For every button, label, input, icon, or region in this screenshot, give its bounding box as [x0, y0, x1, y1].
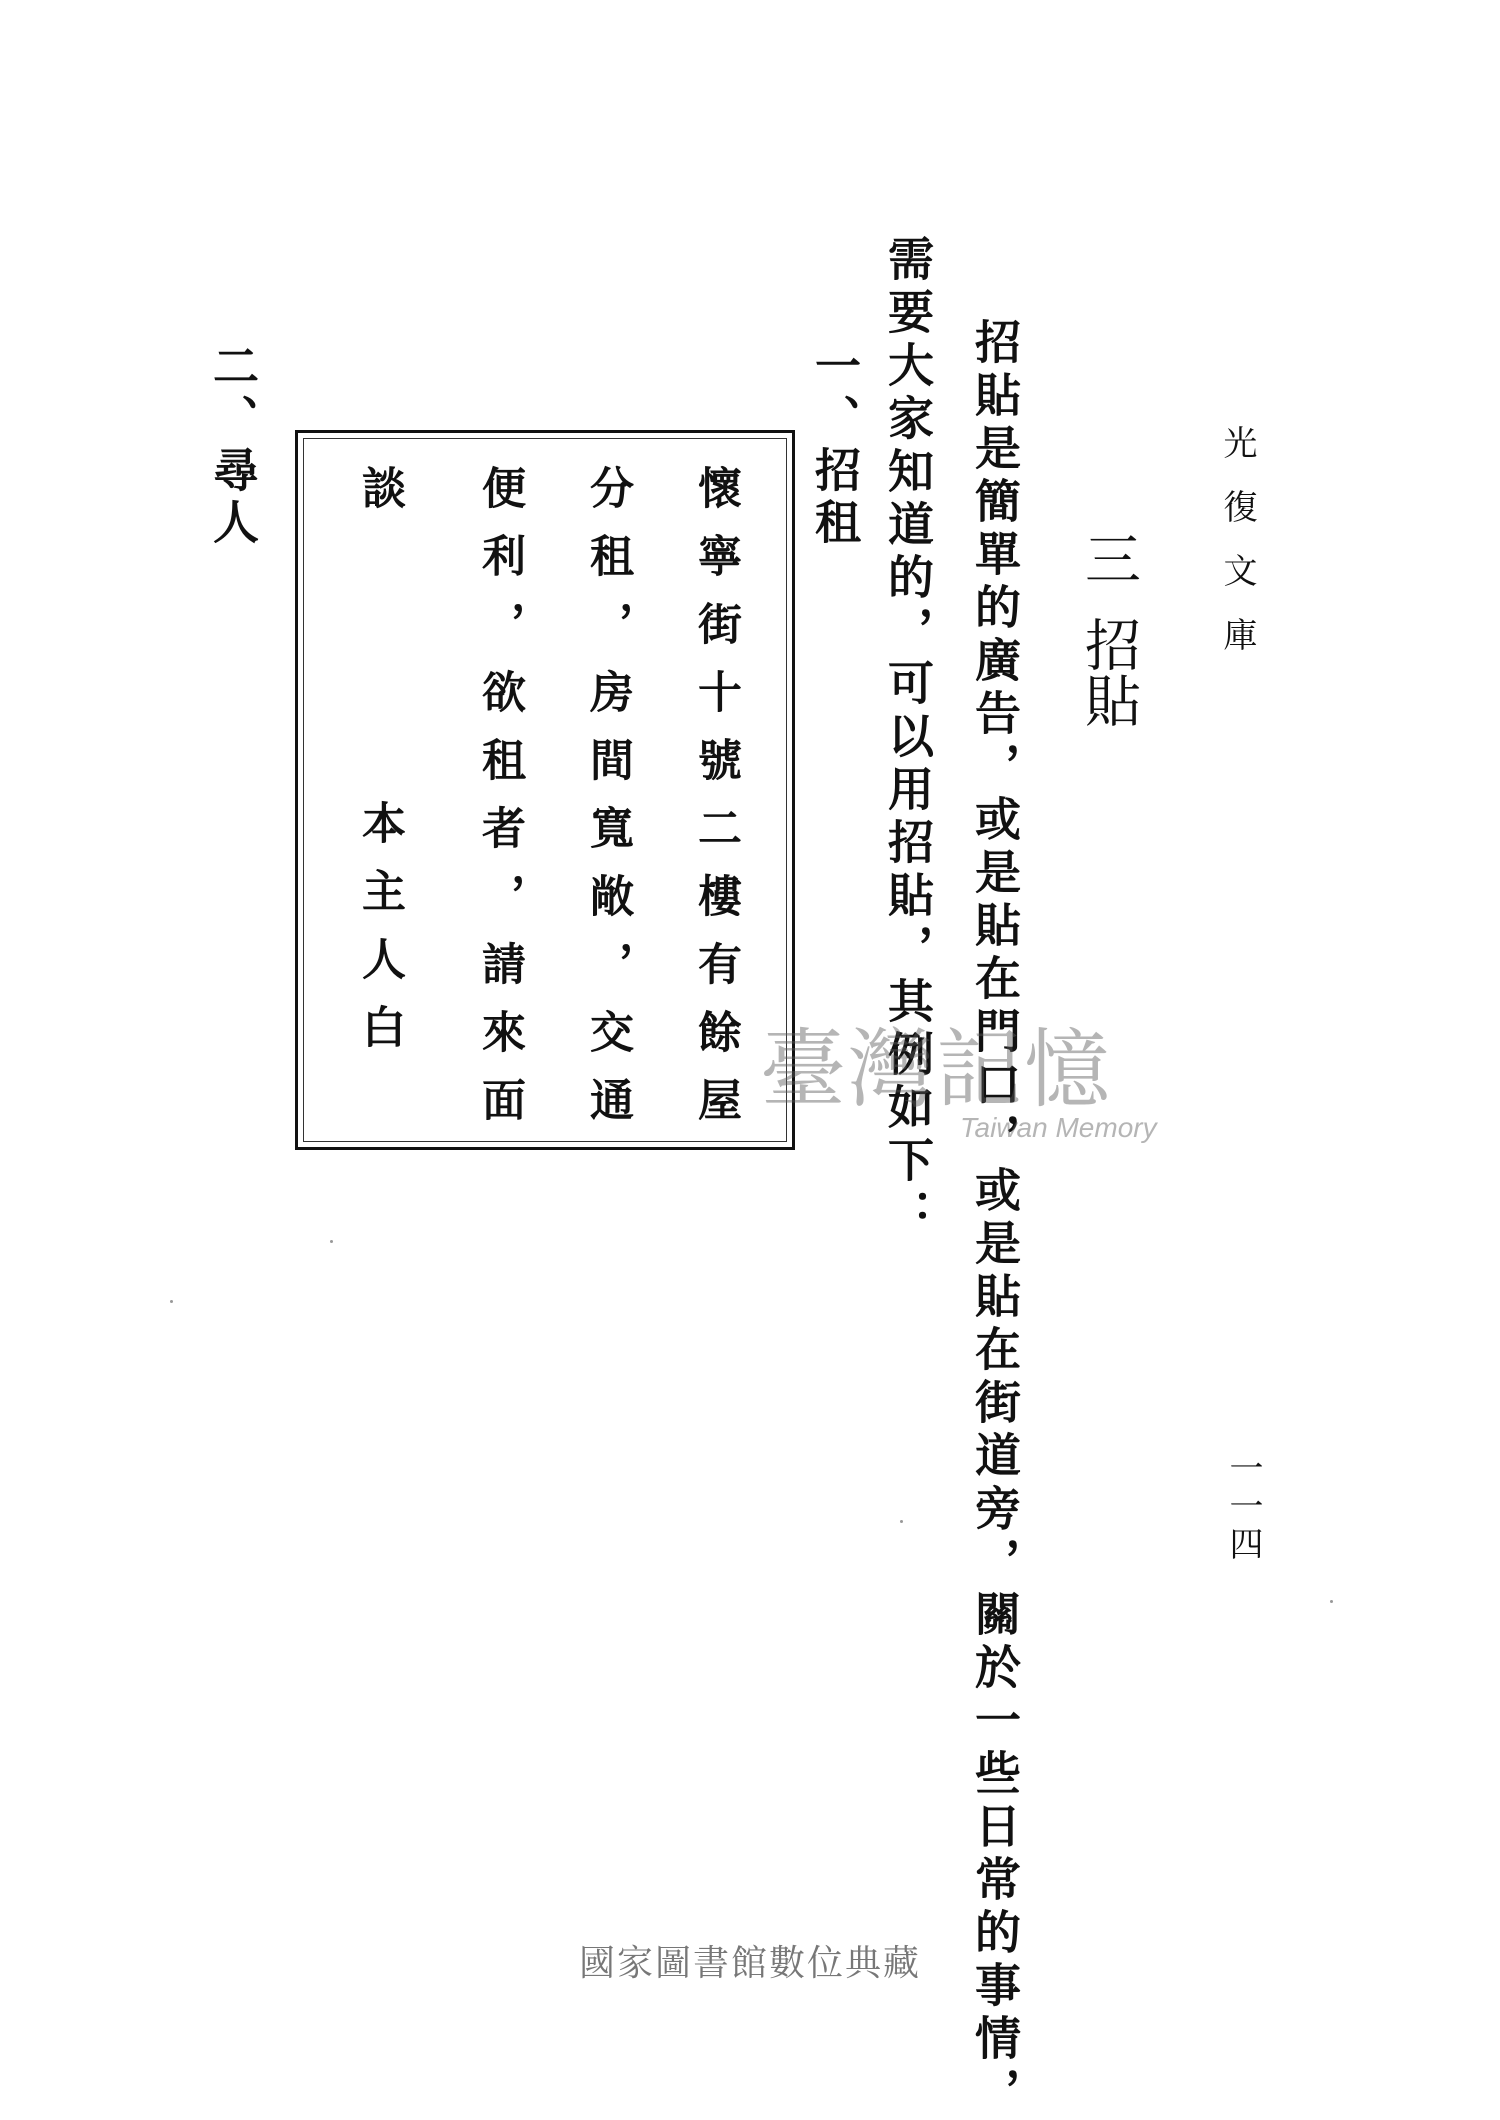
- chapter-number: 三: [1076, 530, 1141, 586]
- scan-speck: [1330, 1600, 1333, 1603]
- notice-line: 懷寧街十號二樓有餘屋: [690, 465, 741, 1145]
- notice-line: 談: [354, 465, 405, 533]
- scan-speck: [330, 1240, 333, 1243]
- scan-speck: [170, 1300, 173, 1303]
- notice-signature: 本主人白: [354, 800, 405, 1072]
- library-footer: 國家圖書館數位典藏: [578, 1943, 921, 1984]
- watermark-english: Taiwan Memory: [960, 1112, 1157, 1143]
- notice-line: 分租，房間寬敞，交通: [582, 465, 633, 1145]
- series-title: 光復文庫: [1217, 425, 1257, 681]
- watermark-chinese: 臺灣記憶: [760, 1020, 1112, 1120]
- section-heading-rent: 一、招租: [808, 342, 862, 550]
- scan-speck: [900, 1520, 903, 1523]
- notice-line: 便利，欲租者，請來面: [474, 465, 525, 1145]
- chapter-heading: [1076, 530, 1141, 728]
- section-heading-missing-person: 二、尋人: [206, 342, 260, 550]
- body-paragraph-line-2: 需要大家知道的，可以用招貼，其例如下：: [881, 235, 935, 1242]
- chapter-title: 招貼: [1076, 616, 1141, 728]
- body-paragraph-line-1: 招貼是簡單的廣告，或是貼在門口，或是貼在街道旁，關於一些日常的事情，: [968, 318, 1022, 2120]
- page-number: 一一四: [1223, 1450, 1263, 1564]
